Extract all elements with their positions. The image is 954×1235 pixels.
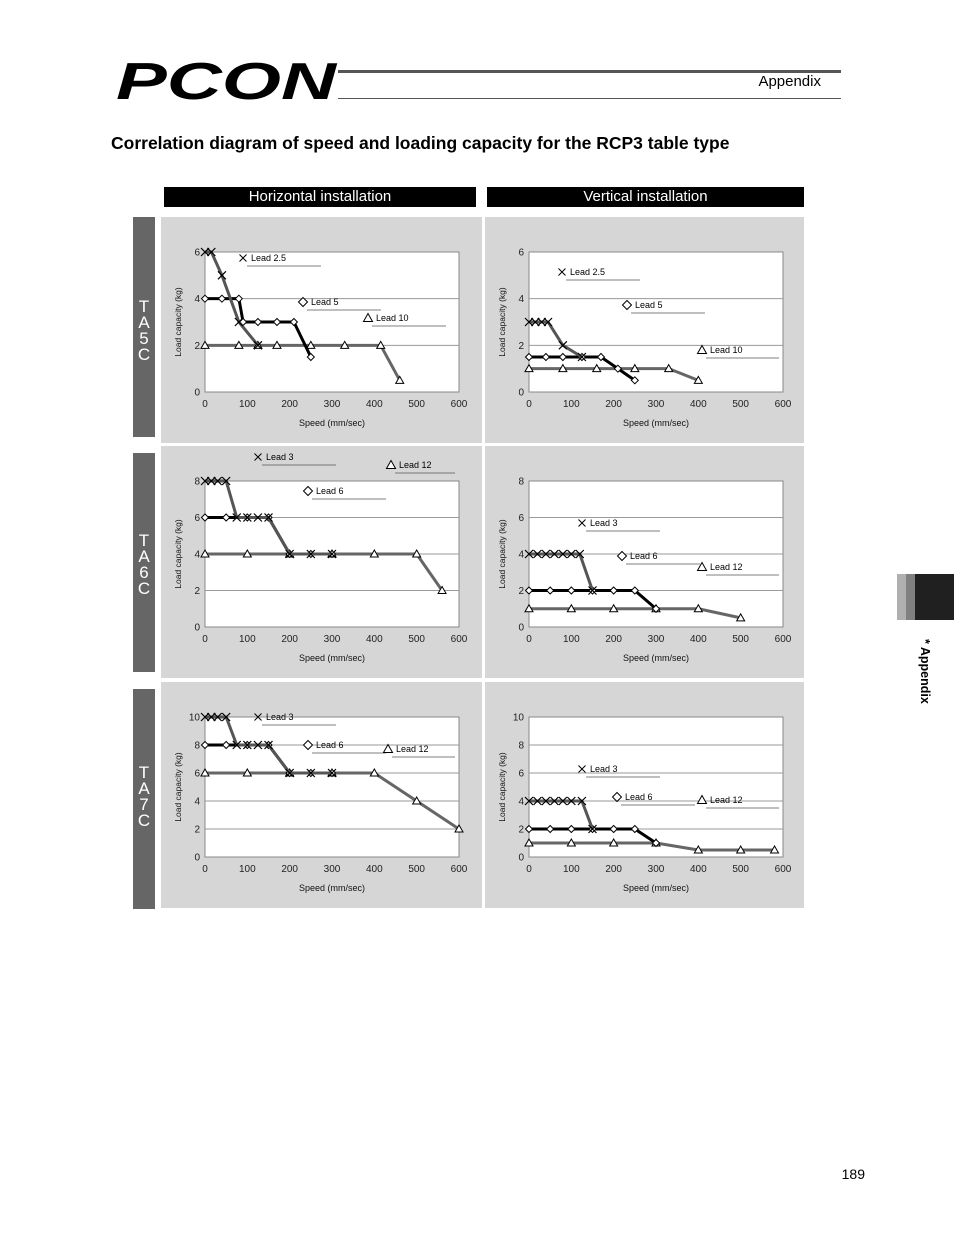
x-tick-label: 600	[774, 864, 792, 875]
x-axis-label: Speed (mm/sec)	[298, 653, 366, 663]
x-tick-label: 500	[408, 634, 426, 645]
y-tick-label: 2	[194, 340, 200, 352]
section-label: Appendix	[758, 73, 821, 90]
series-label: Lead 12	[710, 562, 743, 572]
series-label: Lead 5	[635, 300, 663, 310]
chart-panel-ta5c-horizontal	[161, 217, 482, 443]
chart-ta5c-vertical	[485, 217, 804, 443]
x-tick-label: 600	[450, 864, 468, 875]
y-tick-label: 4	[518, 796, 524, 808]
chart-panel-ta6c-horizontal	[161, 446, 482, 678]
y-tick-label: 4	[194, 796, 200, 808]
x-tick-label: 100	[238, 634, 256, 645]
y-tick-label: 6	[194, 247, 200, 259]
series-label: Lead 3	[590, 518, 618, 528]
y-tick-label: 2	[194, 824, 200, 836]
x-tick-label: 600	[774, 399, 792, 410]
chart-panel-ta7c-horizontal	[161, 682, 482, 908]
x-tick-label: 300	[647, 399, 665, 410]
series-label: Lead 12	[710, 795, 743, 805]
series-label: Lead 3	[266, 452, 294, 462]
appendix-thumb-tab	[897, 574, 954, 620]
x-tick-label: 300	[323, 864, 341, 875]
x-tick-label: 100	[562, 864, 580, 875]
series-label: Lead 10	[376, 313, 409, 323]
y-axis-label: Load capacity (kg)	[173, 519, 183, 589]
y-tick-label: 2	[518, 824, 524, 836]
page-title: Correlation diagram of speed and loading capacity for the RCP3 table type	[111, 133, 730, 153]
x-tick-label: 600	[774, 634, 792, 645]
row-tab-ta7c	[133, 689, 155, 909]
y-tick-label: 2	[518, 586, 524, 597]
y-tick-label: 4	[194, 549, 200, 561]
row-tab-letter: 7	[139, 795, 149, 814]
y-tick-label: 6	[194, 768, 200, 780]
x-axis-label: Speed (mm/sec)	[298, 883, 366, 893]
row-tab-letter: A	[138, 547, 150, 566]
series-label: Lead 3	[266, 712, 294, 722]
series-label: Lead 12	[399, 460, 432, 470]
appendix-side-text: * Appendix	[918, 639, 932, 704]
y-tick-label: 10	[188, 712, 200, 724]
x-tick-label: 400	[689, 864, 707, 875]
x-tick-label: 0	[202, 864, 208, 875]
x-tick-label: 400	[365, 399, 383, 410]
chart-ta6c-vertical	[485, 446, 804, 678]
x-axis-label: Speed (mm/sec)	[622, 653, 690, 663]
x-tick-label: 300	[647, 864, 665, 875]
y-tick-label: 6	[194, 513, 200, 524]
y-tick-label: 0	[194, 852, 200, 864]
y-tick-label: 4	[518, 294, 524, 306]
y-tick-label: 4	[194, 294, 200, 306]
y-axis-label: Load capacity (kg)	[497, 287, 507, 357]
row-tab-letter: C	[137, 811, 151, 830]
chart-panel-ta5c-vertical	[485, 217, 804, 443]
x-tick-label: 600	[450, 634, 468, 645]
y-tick-label: 0	[194, 622, 200, 634]
row-tab-letter: 5	[139, 329, 149, 348]
x-tick-label: 200	[605, 864, 623, 875]
series-label: Lead 2.5	[570, 267, 606, 277]
plot-area	[529, 252, 783, 392]
x-tick-label: 100	[238, 864, 256, 875]
column-header-vertical: Vertical installation	[487, 187, 804, 207]
x-tick-label: 300	[323, 399, 341, 410]
row-tab-ta6c	[133, 453, 155, 672]
series-label: Lead 6	[625, 792, 653, 802]
x-tick-label: 400	[365, 864, 383, 875]
row-tab-letter: A	[138, 313, 150, 332]
row-tab-letter: T	[138, 531, 150, 550]
y-axis-label: Load capacity (kg)	[173, 752, 183, 822]
x-tick-label: 200	[281, 864, 299, 875]
page-number: 189	[841, 1166, 865, 1182]
y-tick-label: 6	[518, 247, 524, 259]
x-tick-label: 500	[408, 399, 426, 410]
logo-text: PCON	[116, 56, 339, 102]
x-tick-label: 200	[605, 399, 623, 410]
x-axis-label: Speed (mm/sec)	[622, 883, 690, 893]
row-tab-letter: A	[138, 779, 150, 798]
row-tab-ta5c	[133, 217, 155, 437]
x-tick-label: 500	[732, 634, 750, 645]
row-tab-letter: 6	[139, 563, 149, 582]
x-tick-label: 400	[689, 399, 707, 410]
x-tick-label: 100	[238, 399, 256, 410]
series-label: Lead 3	[590, 764, 618, 774]
series-label: Lead 6	[316, 740, 344, 750]
series-label: Lead 5	[311, 297, 339, 307]
y-tick-label: 0	[518, 852, 524, 864]
x-tick-label: 400	[689, 634, 707, 645]
y-tick-label: 8	[518, 740, 524, 752]
y-tick-label: 8	[518, 476, 524, 488]
y-tick-label: 8	[194, 476, 200, 488]
x-tick-label: 200	[605, 634, 623, 645]
x-tick-label: 0	[202, 399, 208, 410]
x-tick-label: 600	[450, 399, 468, 410]
row-tab-letter: C	[137, 345, 151, 364]
y-tick-label: 0	[518, 387, 524, 399]
row-tab-letter: C	[137, 579, 151, 598]
chart-ta7c-horizontal	[161, 682, 482, 908]
x-tick-label: 500	[408, 864, 426, 875]
y-tick-label: 2	[194, 586, 200, 597]
pcon-logo	[116, 56, 341, 102]
x-tick-label: 400	[365, 634, 383, 645]
y-axis-label: Load capacity (kg)	[497, 519, 507, 589]
header-rule-bottom	[338, 98, 841, 99]
y-tick-label: 2	[518, 340, 524, 352]
x-tick-label: 100	[562, 399, 580, 410]
x-tick-label: 0	[202, 634, 208, 645]
x-tick-label: 500	[732, 399, 750, 410]
y-tick-label: 4	[518, 549, 524, 561]
series-label: Lead 12	[396, 744, 429, 754]
series-label: Lead 6	[316, 486, 344, 496]
chart-panel-ta6c-vertical	[485, 446, 804, 678]
x-axis-label: Speed (mm/sec)	[298, 418, 366, 428]
series-label: Lead 10	[710, 345, 743, 355]
x-tick-label: 0	[526, 634, 532, 645]
appendix-vertical-label	[916, 637, 938, 727]
x-tick-label: 200	[281, 634, 299, 645]
y-tick-label: 6	[518, 513, 524, 524]
x-tick-label: 100	[562, 634, 580, 645]
y-tick-label: 6	[518, 768, 524, 780]
x-tick-label: 300	[323, 634, 341, 645]
row-tab-letter: T	[138, 297, 150, 316]
y-tick-label: 8	[194, 740, 200, 752]
chart-panel-ta7c-vertical	[485, 682, 804, 908]
x-tick-label: 0	[526, 864, 532, 875]
column-header-horizontal: Horizontal installation	[164, 187, 476, 207]
x-tick-label: 200	[281, 399, 299, 410]
row-tab-letter: T	[138, 763, 150, 782]
plot-area	[529, 717, 783, 857]
y-tick-label: 0	[518, 622, 524, 634]
y-axis-label: Load capacity (kg)	[173, 287, 183, 357]
series-label: Lead 6	[630, 551, 658, 561]
chart-ta7c-vertical	[485, 682, 804, 908]
x-tick-label: 300	[647, 634, 665, 645]
series-label: Lead 2.5	[251, 253, 287, 263]
y-tick-label: 0	[194, 387, 200, 399]
y-axis-label: Load capacity (kg)	[497, 752, 507, 822]
plot-area	[205, 717, 459, 857]
y-tick-label: 10	[512, 712, 524, 724]
chart-ta5c-horizontal	[161, 217, 482, 443]
x-tick-label: 500	[732, 864, 750, 875]
chart-ta6c-horizontal	[161, 446, 482, 678]
x-tick-label: 0	[526, 399, 532, 410]
x-axis-label: Speed (mm/sec)	[622, 418, 690, 428]
